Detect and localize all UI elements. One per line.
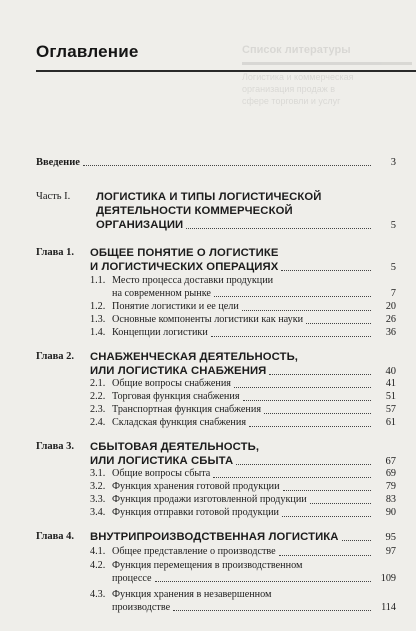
chapter-label: Глава 3. (36, 441, 75, 452)
section-title: Функция продажи изготовленной продукции (112, 494, 307, 505)
toc-section-3-3[interactable] (90, 494, 396, 507)
chapter-title-line: ОБЩЕЕ ПОНЯТИЕ О ЛОГИСТИКЕ (90, 247, 279, 259)
toc-page-number: 5 (390, 220, 396, 231)
toc-page-number: 109 (380, 572, 396, 584)
toc-page-number: 114 (381, 601, 396, 613)
dot-leader (214, 295, 371, 297)
toc-entry-chapter-3[interactable] (36, 440, 396, 468)
toc-section-3-4[interactable] (90, 507, 396, 520)
dot-leader (234, 386, 371, 388)
dot-leader (342, 539, 371, 541)
toc-page-number: 90 (385, 507, 396, 518)
part-title-line: ДЕЯТЕЛЬНОСТИ КОММЕРЧЕСКОЙ (96, 205, 293, 217)
toc-page-number: 41 (385, 378, 396, 389)
dot-leader (211, 335, 371, 337)
toc-page-number: 40 (385, 366, 396, 377)
section-title: Торговая функция снабжения (112, 391, 240, 402)
chapter-title-line: ИЛИ ЛОГИСТИКА СНАБЖЕНИЯ (90, 365, 267, 377)
chapter-title-line: ИЛИ ЛОГИСТИКА СБЫТА (90, 455, 234, 467)
section-number: 1.2. (90, 301, 106, 312)
section-title: Общее представление о производстве (112, 546, 276, 557)
section-number: 1.1. (90, 275, 106, 286)
toc-page-number: 57 (385, 404, 396, 415)
toc-section-4-2[interactable] (90, 560, 396, 585)
dot-leader (249, 425, 371, 427)
section-title: Общие вопросы сбыта (112, 468, 211, 479)
toc-section-4-3[interactable] (90, 589, 396, 614)
chapter-label: Глава 4. (36, 531, 75, 542)
dot-leader (283, 489, 371, 491)
page-title: Оглавление (36, 42, 139, 61)
toc-intro-label: Введение (36, 157, 80, 168)
dot-leader (279, 554, 371, 556)
toc-page-number: 3 (390, 157, 396, 168)
dot-leader (269, 373, 371, 375)
toc-section-1-3[interactable] (90, 314, 396, 327)
ghost-line: Логистика и коммерческая (242, 72, 354, 82)
part-label: Часть I. (36, 191, 71, 202)
title-rule (36, 70, 416, 72)
toc-page-number: 79 (385, 481, 396, 492)
section-number: 1.3. (90, 314, 106, 325)
toc-page-number: 20 (385, 301, 396, 312)
section-title: Складская функция снабжения (112, 417, 247, 428)
section-number: 2.2. (90, 391, 106, 402)
chapter-title-line: ВНУТРИПРОИЗВОДСТВЕННАЯ ЛОГИСТИКА (90, 531, 339, 543)
toc-entry-chapter-1[interactable] (36, 246, 396, 274)
toc-section-2-3[interactable] (90, 404, 396, 417)
section-title: Функция хранения в незавершенном (112, 589, 272, 600)
toc-page-number: 83 (385, 494, 396, 505)
section-title: Функция отправки готовой продукции (112, 507, 279, 518)
part-title-line: ОРГАНИЗАЦИИ (96, 219, 184, 231)
ghost-line: Список литературы (242, 44, 351, 56)
section-number: 4.3. (90, 589, 106, 600)
section-number: 3.3. (90, 494, 106, 505)
dot-leader (236, 463, 371, 465)
toc-page-number: 95 (385, 532, 396, 543)
toc-section-1-4[interactable] (90, 327, 396, 340)
section-number: 2.3. (90, 404, 106, 415)
section-title: на современном рынке (112, 287, 211, 299)
section-title: производстве (112, 601, 171, 613)
toc-page-number: 7 (390, 287, 396, 299)
section-title: Понятие логистики и ее цели (112, 301, 239, 312)
toc-page-number: 5 (390, 262, 396, 273)
section-title: Функция перемещения в производственном (112, 560, 303, 571)
section-number: 4.1. (90, 546, 106, 557)
section-number: 1.4. (90, 327, 106, 338)
dot-leader (173, 609, 371, 611)
toc-entry-chapter-2[interactable] (36, 350, 396, 378)
dot-leader (264, 412, 371, 414)
toc-page-number: 51 (385, 391, 396, 402)
toc-section-4-1[interactable] (90, 546, 396, 559)
dot-leader (281, 269, 371, 271)
section-title: Транспортная функция снабжения (112, 404, 262, 415)
chapter-title-line: СБЫТОВАЯ ДЕЯТЕЛЬНОСТЬ, (90, 441, 260, 453)
toc-entry-intro[interactable] (36, 156, 396, 169)
chapter-label: Глава 1. (36, 247, 75, 258)
toc-section-1-1[interactable] (90, 275, 396, 300)
section-number: 3.4. (90, 507, 106, 518)
dot-leader (155, 580, 371, 582)
toc-section-3-1[interactable] (90, 468, 396, 481)
toc-section-2-1[interactable] (90, 378, 396, 391)
dot-leader (310, 502, 371, 504)
ghost-line: сфере торговли и услуг (242, 96, 341, 106)
dot-leader (282, 515, 371, 517)
chapter-title-line: И ЛОГИСТИЧЕСКИХ ОПЕРАЦИЯХ (90, 261, 279, 273)
ghost-bar (242, 62, 412, 65)
toc-section-2-4[interactable] (90, 417, 396, 430)
toc-page-number: 67 (385, 456, 396, 467)
section-title: Основные компоненты логистики как науки (112, 314, 304, 325)
toc-page-number: 36 (385, 327, 396, 338)
section-title: Функция хранения готовой продукции (112, 481, 280, 492)
dot-leader (213, 476, 371, 478)
dot-leader (242, 309, 371, 311)
part-title-line: ЛОГИСТИКА И ТИПЫ ЛОГИСТИЧЕСКОЙ (96, 191, 322, 203)
dot-leader (83, 164, 371, 166)
dot-leader (243, 399, 371, 401)
section-number: 2.4. (90, 417, 106, 428)
section-title: Место процесса доставки продукции (112, 275, 274, 286)
bleed-through-text (242, 44, 412, 194)
toc-entry-part-1[interactable] (36, 190, 396, 232)
ghost-line: организация продаж в (242, 84, 336, 94)
toc-page-number: 26 (385, 314, 396, 325)
section-number: 4.2. (90, 560, 106, 571)
chapter-title-line: СНАБЖЕНЧЕСКАЯ ДЕЯТЕЛЬНОСТЬ, (90, 351, 299, 363)
toc-section-1-2[interactable] (90, 301, 396, 314)
section-title: Концепции логистики (112, 327, 208, 338)
toc-section-2-2[interactable] (90, 391, 396, 404)
section-title: процессе (112, 572, 152, 584)
chapter-label: Глава 2. (36, 351, 75, 362)
section-number: 3.1. (90, 468, 106, 479)
dot-leader (306, 322, 371, 324)
toc-page-number: 69 (385, 468, 396, 479)
section-number: 3.2. (90, 481, 106, 492)
toc-page-number: 97 (385, 546, 396, 557)
toc-entry-chapter-4[interactable] (36, 530, 396, 544)
toc-page-number: 61 (385, 417, 396, 428)
dot-leader (186, 227, 371, 229)
toc-section-3-2[interactable] (90, 481, 396, 494)
section-number: 2.1. (90, 378, 106, 389)
section-title: Общие вопросы снабжения (112, 378, 231, 389)
